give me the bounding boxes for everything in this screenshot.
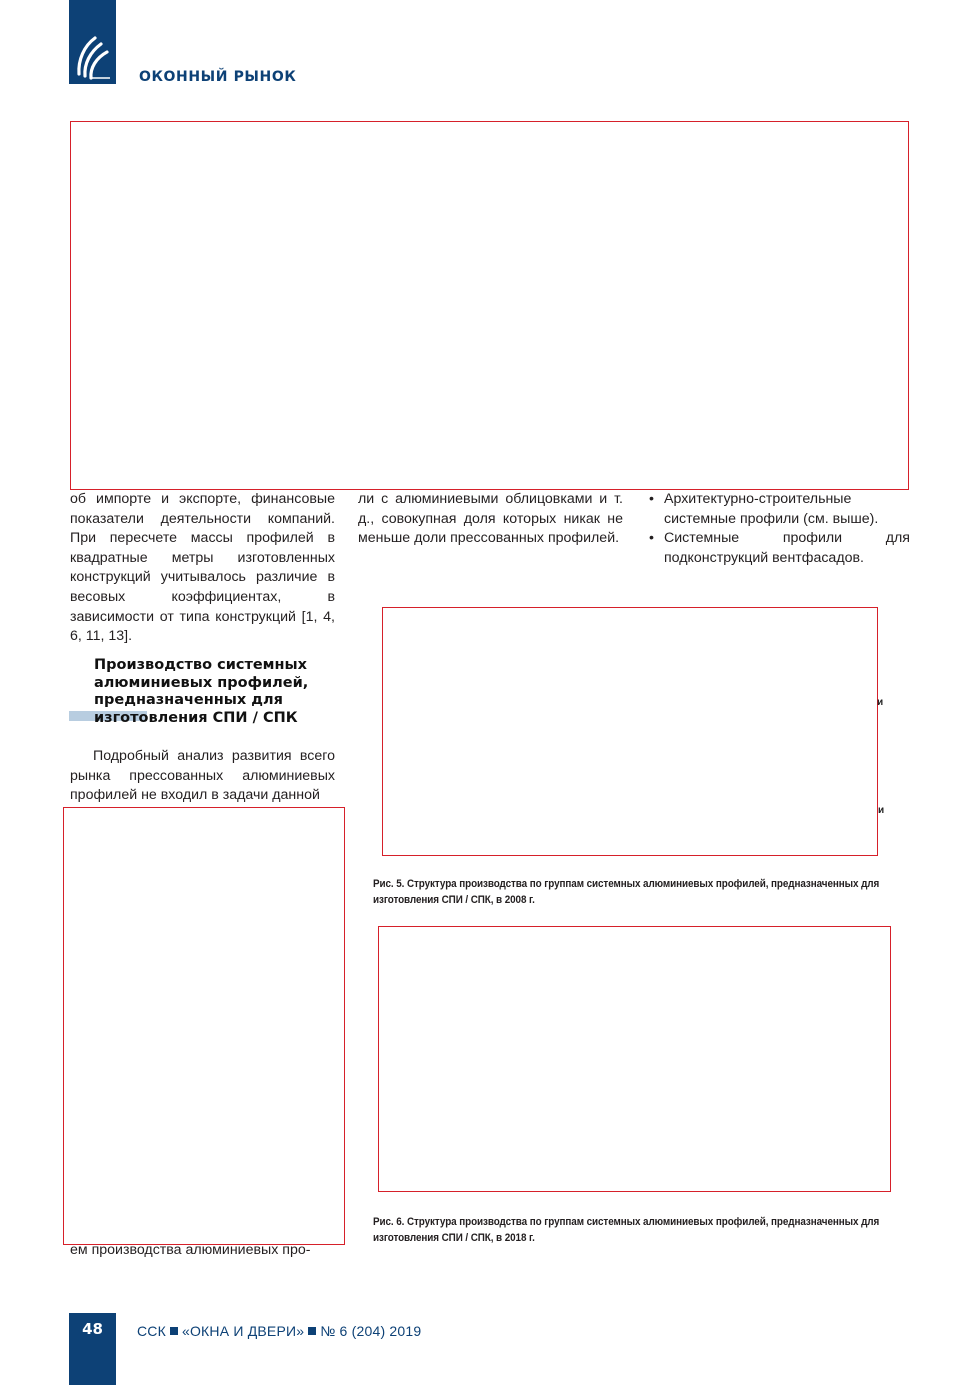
- logo-icon: [75, 34, 111, 80]
- middle-paragraph-continued: ли с алюминиевыми облицовками и т. д., совокупная доля которых никак не меньше доли прессованных профилей.: [358, 491, 623, 547]
- footer-publisher: ССК: [137, 1323, 166, 1339]
- figure-placeholder-top: [70, 121, 909, 490]
- figure-6-placeholder: [378, 926, 891, 1192]
- page-number-block: [69, 1313, 116, 1385]
- figure-placeholder-left: [63, 807, 345, 1245]
- section-heading: Производство системных алюминиевых профилей, предназначенных для изготовления СПИ / СПК: [94, 657, 309, 726]
- square-bullet-icon: [170, 1327, 178, 1335]
- right-column-text: [649, 490, 910, 568]
- left-column-text-bottom: [70, 1241, 335, 1261]
- left-column-paragraph: [70, 747, 335, 806]
- square-bullet-icon: [308, 1327, 316, 1335]
- paragraph-text: ем производства алюминиевых про-: [70, 1242, 311, 1258]
- stray-glyph: и: [878, 805, 885, 816]
- left-paragraph-continued: об импорте и экспорте, финансовые показатели деятельности компаний. При пересчете массы профилей в квадратные метры изготовленных конструкций учитывалось различие в весовых коэффициентах, в зависимости от типа конструкций [1, 4, 6, 11, 13].: [70, 491, 335, 645]
- figure-6-caption: Рис. 6. Структура производства по группам системных алюминиевых профилей, предназначенных для изготовления СПИ / СПК, в 2018 г.: [373, 1216, 880, 1244]
- left-column-text-top: [70, 490, 335, 647]
- figure-5-caption: Рис. 5. Структура производства по группам системных алюминиевых профилей, предназначенных для изготовления СПИ / СПК, в 2008 г.: [373, 878, 880, 906]
- footer-magazine: «ОКНА И ДВЕРИ»: [181, 1323, 305, 1339]
- figure-5-placeholder: [382, 607, 878, 856]
- paragraph-text: Подробный анализ развития всего рынка прессованных алюминиевых профилей не входил в задачи данной: [70, 748, 335, 804]
- middle-column-text: [358, 490, 623, 549]
- page-number: 48: [82, 1320, 103, 1338]
- section-title: ОКОННЫЙ РЫНОК: [139, 69, 297, 85]
- bullet-item: • Архитектурно-строительные системные профили (см. выше).: [649, 490, 910, 529]
- bullet-item: • Системные профили для подконструкций вентфасадов.: [649, 529, 910, 568]
- footer-issue: № 6 (204) 2019: [320, 1323, 422, 1339]
- bullet-list: [649, 490, 910, 568]
- footer-line: [137, 1323, 421, 1339]
- stray-glyph: и: [877, 697, 884, 708]
- logo-block: [69, 0, 116, 84]
